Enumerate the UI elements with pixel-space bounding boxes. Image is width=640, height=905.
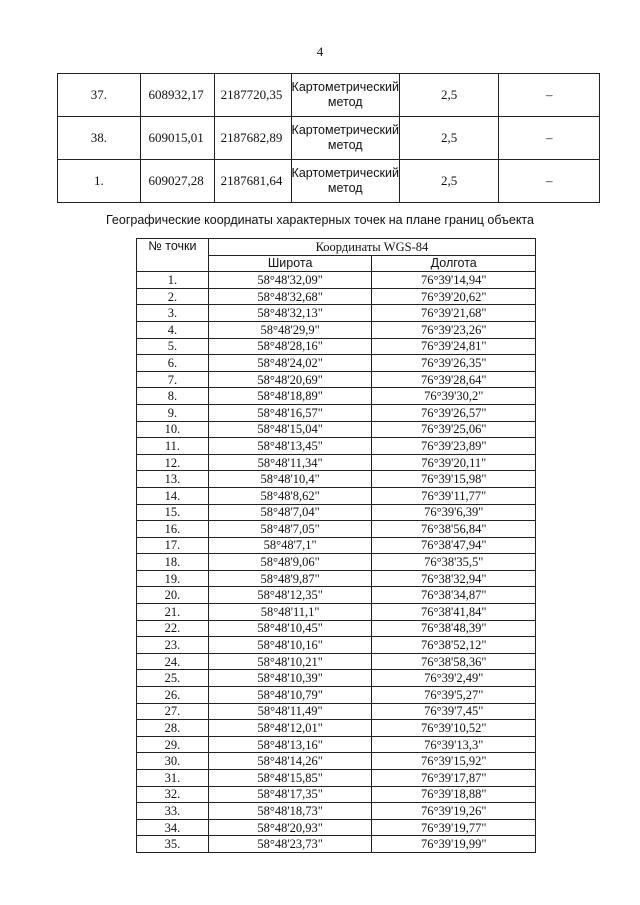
geo-point-number: 7.	[137, 371, 209, 388]
geo-latitude: 58°48'24,02"	[208, 355, 372, 372]
catalog-accuracy: 2,5	[399, 160, 498, 203]
geo-point-number: 5.	[137, 338, 209, 355]
geo-row	[137, 604, 536, 621]
geo-longitude: 76°39'14,94"	[372, 272, 536, 289]
geo-latitude: 58°48'10,21"	[208, 653, 372, 670]
geo-row	[137, 736, 536, 753]
catalog-points-table	[57, 73, 600, 203]
geo-row	[137, 338, 536, 355]
geo-latitude: 58°48'7,05"	[208, 521, 372, 538]
geo-point-number: 17.	[137, 537, 209, 554]
geo-row	[137, 637, 536, 654]
catalog-note: –	[499, 74, 600, 117]
geo-point-number: 12.	[137, 454, 209, 471]
catalog-point-number: 1.	[58, 160, 141, 203]
geo-row	[137, 570, 536, 587]
geo-longitude: 76°39'20,11"	[372, 454, 536, 471]
geo-latitude: 58°48'23,73"	[208, 836, 372, 853]
catalog-note: –	[499, 117, 600, 160]
geo-row	[137, 305, 536, 322]
geo-longitude: 76°39'25,06"	[372, 421, 536, 438]
longitude-header: Долгота	[372, 255, 536, 272]
geo-latitude: 58°48'28,16"	[208, 338, 372, 355]
geo-longitude: 76°38'47,94"	[372, 537, 536, 554]
geo-longitude: 76°39'5,27"	[372, 687, 536, 704]
geo-latitude: 58°48'12,01"	[208, 720, 372, 737]
geo-latitude: 58°48'8,62"	[208, 487, 372, 504]
catalog-y-coordinate: 2187681,64	[214, 160, 291, 203]
geo-row	[137, 521, 536, 538]
geo-latitude: 58°48'12,35"	[208, 587, 372, 604]
catalog-point-number: 37.	[58, 74, 141, 117]
geo-point-number: 25.	[137, 670, 209, 687]
geo-point-number: 22.	[137, 620, 209, 637]
geo-longitude: 76°39'24,81"	[372, 338, 536, 355]
catalog-note: –	[499, 160, 600, 203]
geo-point-number: 29.	[137, 736, 209, 753]
geo-point-number: 24.	[137, 653, 209, 670]
geo-longitude: 76°38'56,84"	[372, 521, 536, 538]
geo-latitude: 58°48'16,57"	[208, 404, 372, 421]
geo-row	[137, 653, 536, 670]
coordinates-header: Координаты WGS-84	[208, 239, 535, 256]
catalog-accuracy: 2,5	[399, 117, 498, 160]
geo-row	[137, 272, 536, 289]
geo-row	[137, 537, 536, 554]
geo-point-number: 14.	[137, 487, 209, 504]
catalog-method: Картометрический метод	[291, 160, 399, 203]
geo-point-number: 26.	[137, 687, 209, 704]
geo-row	[137, 421, 536, 438]
catalog-point-number: 38.	[58, 117, 141, 160]
geo-row	[137, 355, 536, 372]
geo-point-number: 31.	[137, 770, 209, 787]
geo-point-number: 21.	[137, 604, 209, 621]
geo-row	[137, 670, 536, 687]
geo-latitude: 58°48'13,16"	[208, 736, 372, 753]
geo-longitude: 76°39'15,98"	[372, 471, 536, 488]
geo-row	[137, 803, 536, 820]
geo-longitude: 76°38'35,5"	[372, 554, 536, 571]
geo-latitude: 58°48'9,06"	[208, 554, 372, 571]
geo-point-number: 18.	[137, 554, 209, 571]
catalog-method: Картометрический метод	[291, 117, 399, 160]
catalog-row	[58, 74, 600, 117]
geo-point-number: 1.	[137, 272, 209, 289]
geo-latitude: 58°48'32,13"	[208, 305, 372, 322]
geo-row	[137, 770, 536, 787]
geo-longitude: 76°39'26,35"	[372, 355, 536, 372]
geo-longitude: 76°38'41,84"	[372, 604, 536, 621]
geo-longitude: 76°39'30,2"	[372, 388, 536, 405]
geo-row	[137, 454, 536, 471]
geo-longitude: 76°39'23,89"	[372, 438, 536, 455]
catalog-x-coordinate: 609027,28	[140, 160, 214, 203]
geo-point-number: 35.	[137, 836, 209, 853]
geo-point-number: 6.	[137, 355, 209, 372]
geo-longitude: 76°39'19,26"	[372, 803, 536, 820]
geo-latitude: 58°48'32,68"	[208, 288, 372, 305]
geo-point-number: 33.	[137, 803, 209, 820]
point-number-header: № точки	[137, 239, 209, 272]
geo-point-number: 30.	[137, 753, 209, 770]
geo-point-number: 13.	[137, 471, 209, 488]
geo-row	[137, 819, 536, 836]
geo-longitude: 76°39'13,3"	[372, 736, 536, 753]
geo-row	[137, 720, 536, 737]
page-number: 4	[316, 44, 324, 59]
geo-longitude: 76°39'6,39"	[372, 504, 536, 521]
geo-longitude: 76°39'21,68"	[372, 305, 536, 322]
geo-point-number: 10.	[137, 421, 209, 438]
geo-latitude: 58°48'10,16"	[208, 637, 372, 654]
geo-latitude: 58°48'18,73"	[208, 803, 372, 820]
geo-longitude: 76°39'28,64"	[372, 371, 536, 388]
geo-row	[137, 753, 536, 770]
geo-longitude: 76°39'26,57"	[372, 404, 536, 421]
geo-latitude: 58°48'7,04"	[208, 504, 372, 521]
geo-latitude: 58°48'18,89"	[208, 388, 372, 405]
latitude-header: Широта	[208, 255, 372, 272]
geo-point-number: 34.	[137, 819, 209, 836]
geo-coordinates-title: Географические координаты характерных точек на плане границ объекта	[106, 213, 534, 227]
geo-longitude: 76°38'58,36"	[372, 653, 536, 670]
geo-latitude: 58°48'17,35"	[208, 786, 372, 803]
catalog-row	[58, 117, 600, 160]
geo-row	[137, 288, 536, 305]
geo-point-number: 32.	[137, 786, 209, 803]
geo-point-number: 27.	[137, 703, 209, 720]
catalog-accuracy: 2,5	[399, 74, 498, 117]
geo-latitude: 58°48'10,4"	[208, 471, 372, 488]
geo-row	[137, 471, 536, 488]
catalog-y-coordinate: 2187682,89	[214, 117, 291, 160]
geo-row	[137, 587, 536, 604]
geo-latitude: 58°48'20,69"	[208, 371, 372, 388]
geo-longitude: 76°39'10,52"	[372, 720, 536, 737]
geo-point-number: 23.	[137, 637, 209, 654]
geo-longitude: 76°39'18,88"	[372, 786, 536, 803]
geo-point-number: 2.	[137, 288, 209, 305]
geo-longitude: 76°39'19,99"	[372, 836, 536, 853]
catalog-row	[58, 160, 600, 203]
catalog-y-coordinate: 2187720,35	[214, 74, 291, 117]
geo-longitude: 76°38'34,87"	[372, 587, 536, 604]
geo-point-number: 4.	[137, 321, 209, 338]
geo-longitude: 76°39'15,92"	[372, 753, 536, 770]
geo-latitude: 58°48'32,09"	[208, 272, 372, 289]
geo-point-number: 16.	[137, 521, 209, 538]
geo-latitude: 58°48'11,34"	[208, 454, 372, 471]
geo-latitude: 58°48'11,1"	[208, 604, 372, 621]
geo-point-number: 11.	[137, 438, 209, 455]
geo-row	[137, 786, 536, 803]
geo-row	[137, 371, 536, 388]
geo-point-number: 15.	[137, 504, 209, 521]
geo-latitude: 58°48'9,87"	[208, 570, 372, 587]
geo-point-number: 3.	[137, 305, 209, 322]
geo-latitude: 58°48'15,04"	[208, 421, 372, 438]
geo-row	[137, 836, 536, 853]
geo-latitude: 58°48'10,39"	[208, 670, 372, 687]
geo-row	[137, 620, 536, 637]
geo-latitude: 58°48'20,93"	[208, 819, 372, 836]
geo-latitude: 58°48'13,45"	[208, 438, 372, 455]
geo-row	[137, 438, 536, 455]
geo-row	[137, 504, 536, 521]
geo-row	[137, 321, 536, 338]
geo-latitude: 58°48'14,26"	[208, 753, 372, 770]
catalog-x-coordinate: 608932,17	[140, 74, 214, 117]
geo-longitude: 76°38'52,12"	[372, 637, 536, 654]
geo-latitude: 58°48'15,85"	[208, 770, 372, 787]
geo-latitude: 58°48'7,1"	[208, 537, 372, 554]
geo-row	[137, 487, 536, 504]
geo-longitude: 76°39'17,87"	[372, 770, 536, 787]
geo-longitude: 76°39'19,77"	[372, 819, 536, 836]
geo-row	[137, 388, 536, 405]
catalog-method: Картометрический метод	[291, 74, 399, 117]
geo-latitude: 58°48'11,49"	[208, 703, 372, 720]
geo-coordinates-table	[136, 238, 536, 853]
geo-point-number: 9.	[137, 404, 209, 421]
geo-longitude: 76°39'20,62"	[372, 288, 536, 305]
geo-longitude: 76°38'48,39"	[372, 620, 536, 637]
geo-latitude: 58°48'10,45"	[208, 620, 372, 637]
catalog-x-coordinate: 609015,01	[140, 117, 214, 160]
geo-latitude: 58°48'29,9"	[208, 321, 372, 338]
geo-row	[137, 554, 536, 571]
geo-point-number: 19.	[137, 570, 209, 587]
geo-header-row	[137, 239, 536, 256]
geo-longitude: 76°39'2,49"	[372, 670, 536, 687]
geo-longitude: 76°39'11,77"	[372, 487, 536, 504]
geo-longitude: 76°38'32,94"	[372, 570, 536, 587]
geo-point-number: 28.	[137, 720, 209, 737]
geo-row	[137, 687, 536, 704]
geo-row	[137, 703, 536, 720]
geo-latitude: 58°48'10,79"	[208, 687, 372, 704]
geo-longitude: 76°39'23,26"	[372, 321, 536, 338]
geo-row	[137, 404, 536, 421]
geo-point-number: 20.	[137, 587, 209, 604]
geo-longitude: 76°39'7,45"	[372, 703, 536, 720]
geo-point-number: 8.	[137, 388, 209, 405]
